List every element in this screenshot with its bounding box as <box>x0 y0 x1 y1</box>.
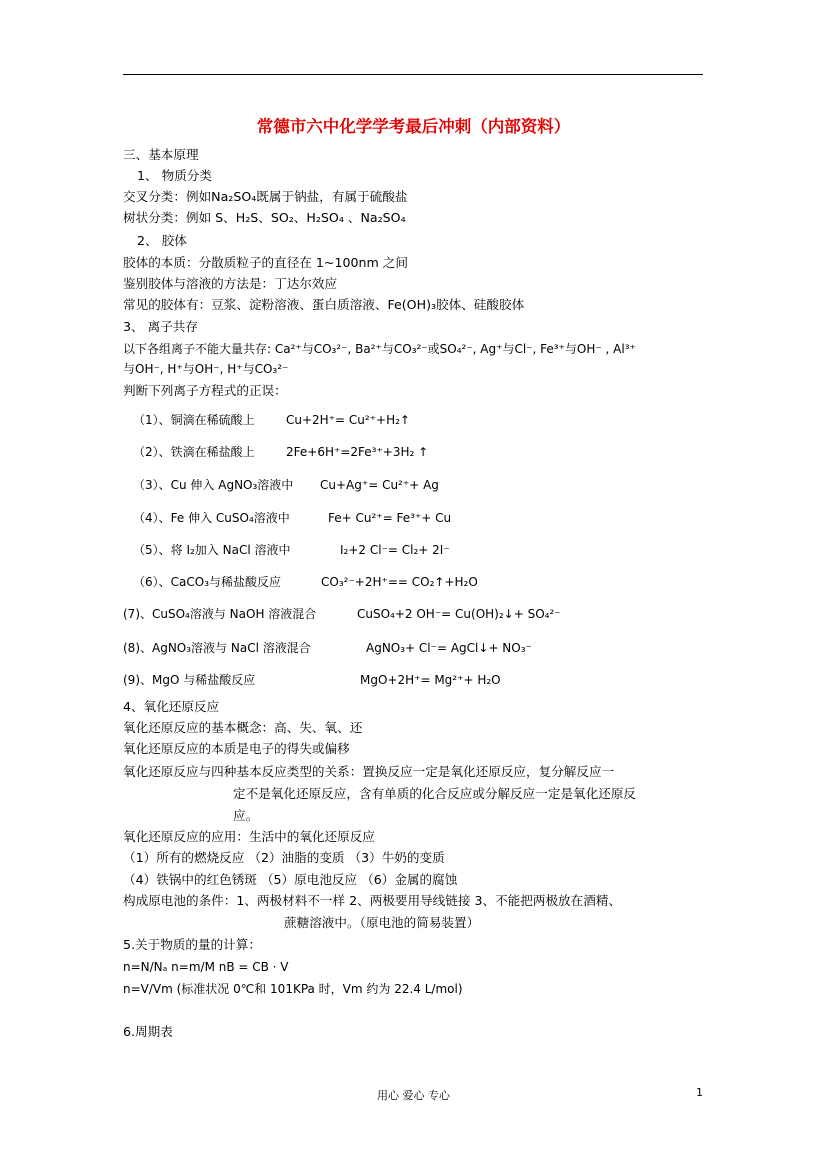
text-line: 蔗糖溶液中。（原电池的简易装置） <box>284 915 480 930</box>
equation-label: （3）、Cu 伸入 AgNO₃溶液中 <box>133 478 294 492</box>
equation-label: (9)、MgO 与稀盐酸反应 <box>123 673 256 687</box>
text-line: （4）铁锅中的红色锈斑 （5）原电池反应 （6）金属的腐蚀 <box>123 872 458 887</box>
section-heading: 5.关于物质的量的计算： <box>123 937 261 952</box>
text-line: 鉴别胶体与溶液的方法是：丁达尔效应 <box>123 276 338 291</box>
text-line: 构成原电池的条件：1、两极材料不一样 2、两极要用导线链接 3、不能把两极放在酒精、 <box>123 893 622 908</box>
text-line: 应。 <box>233 808 259 823</box>
text-line: （1）所有的燃烧反应 （2）油脂的变质 （3）牛奶的变质 <box>123 850 445 865</box>
formula-line: n=V/Vm (标准状况 0℃和 101KPa 时，Vm 约为 22.4 L/mol) <box>123 982 463 996</box>
equation-label: （4）、Fe 伸入 CuSO₄溶液中 <box>133 511 290 525</box>
section-heading: 6.周期表 <box>123 1024 173 1039</box>
equation: MgO+2H⁺= Mg²⁺+ H₂O <box>360 673 501 687</box>
equation: CuSO₄+2 OH⁻= Cu(OH)₂↓+ SO₄²⁻ <box>357 607 561 621</box>
text-line: 树状分类：例如 S、H₂S、SO₂、H₂SO₄ 、Na₂SO₄ <box>123 210 406 225</box>
equation: Cu+Ag⁺= Cu²⁺+ Ag <box>320 478 439 492</box>
equation-label: (7)、CuSO₄溶液与 NaOH 溶液混合 <box>123 607 317 621</box>
subsection-heading: 3、 离子共存 <box>123 319 198 334</box>
page-footer: 用心 爱心 专心 <box>377 1089 450 1102</box>
text-line: 以下各组离子不能大量共存: Ca²⁺与CO₃²⁻, Ba²⁺与CO₃²⁻或SO₄²⁻, Ag⁺与Cl⁻, Fe³⁺与OH⁻ , Al³⁺ <box>123 342 636 356</box>
section-heading: 4、氧化还原反应 <box>123 699 220 714</box>
subsection-heading: 2、 胶体 <box>137 233 187 248</box>
section-heading: 三、基本原理 <box>123 147 199 162</box>
equation-label: （1）、铜滴在稀硫酸上 <box>133 413 255 427</box>
text-line: 氧化还原反应的基本概念：高、失、氧、还 <box>123 720 363 735</box>
text-line: 定不是氧化还原反应，含有单质的化合反应或分解反应一定是氧化还原反 <box>233 786 636 801</box>
text-line: 判断下列离子方程式的正误： <box>123 383 287 398</box>
text-line: 与OH⁻, H⁺与OH⁻, H⁺与CO₃²⁻ <box>123 362 289 376</box>
formula-line: n=N/Nₐ n=m/M nB = CB · V <box>123 960 289 974</box>
equation-label: （2）、铁滴在稀盐酸上 <box>133 445 255 459</box>
header-rule <box>123 74 703 75</box>
equation-label: （5）、将 I₂加入 NaCl 溶液中 <box>133 543 291 557</box>
equation: AgNO₃+ Cl⁻= AgCl↓+ NO₃⁻ <box>366 641 532 655</box>
text-line: 胶体的本质：分散质粒子的直径在 1~100nm 之间 <box>123 255 408 270</box>
text-line: 氧化还原反应与四种基本反应类型的关系：置换反应一定是氧化还原反应，复分解反应一 <box>123 764 615 779</box>
equation-label: （6）、CaCO₃与稀盐酸反应 <box>133 575 282 589</box>
equation-label: (8)、AgNO₃溶液与 NaCl 溶液混合 <box>123 641 311 655</box>
text-line: 交叉分类：例如Na₂SO₄既属于钠盐，有属于硫酸盐 <box>123 189 408 204</box>
page-title: 常德市六中化学学考最后冲刺（内部资料） <box>256 117 571 136</box>
text-line: 氧化还原反应的本质是电子的得失或偏移 <box>123 741 350 756</box>
subsection-heading: 1、 物质分类 <box>137 168 212 183</box>
text-line: 常见的胶体有：豆浆、淀粉溶液、蛋白质溶液、Fe(OH)₃胶体、硅酸胶体 <box>123 297 525 312</box>
text-line: 氧化还原反应的应用：生活中的氧化还原反应 <box>123 829 375 844</box>
equation: I₂+2 Cl⁻= Cl₂+ 2I⁻ <box>340 543 450 557</box>
equation: Cu+2H⁺= Cu²⁺+H₂↑ <box>286 413 410 427</box>
equation: 2Fe+6H⁺=2Fe³⁺+3H₂ ↑ <box>286 445 429 459</box>
equation: CO₃²⁻+2H⁺== CO₂↑+H₂O <box>321 575 478 589</box>
page-number: 1 <box>696 1086 703 1099</box>
equation: Fe+ Cu²⁺= Fe³⁺+ Cu <box>328 511 452 525</box>
